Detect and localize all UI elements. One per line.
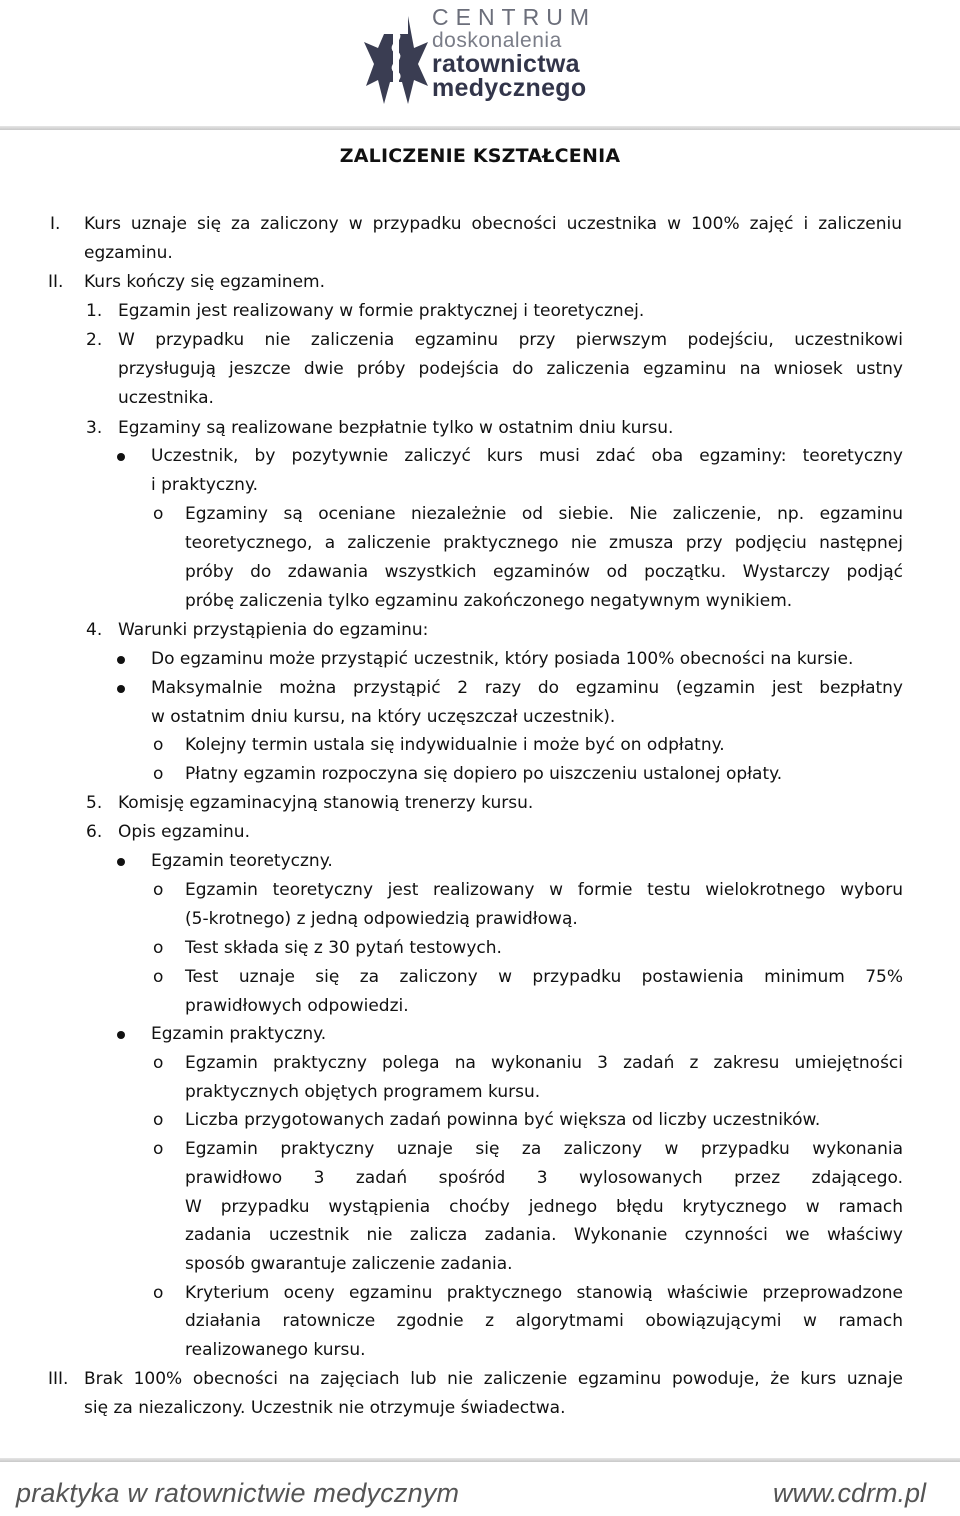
item-4-text: Warunki przystąpienia do egzaminu: <box>118 620 429 640</box>
item-3-text: Egzaminy są realizowane bezpłatnie tylko w ostatnim dniu kursu. <box>118 418 674 438</box>
item-6-tsub1-line2: (5-krotnego) z jedną odpowiedzią prawidłową. <box>185 909 578 929</box>
item-3-sub-line2: teoretycznego, a zaliczenie praktycznego nie zmusza przy podjęciu następnej <box>185 533 903 553</box>
header-divider <box>0 126 960 130</box>
item-6-bullet-practice: Egzamin praktyczny. <box>151 1024 327 1044</box>
section-marker-i: I. <box>50 214 61 234</box>
item-4-bullet2-line1: Maksymalnie można przystąpić 2 razy do egzaminu (egzamin jest bezpłatny <box>151 678 903 698</box>
sub-marker-o: o <box>153 1053 164 1073</box>
item-3-bullet-line1: Uczestnik, by pozytywnie zaliczyć kurs musi zdać oba egzaminy: teoretyczny <box>151 446 903 466</box>
item-6-psub4-line2: działania ratownicze zgodnie z algorytmami obowiązującymi w ramach <box>185 1311 903 1331</box>
item-6-psub4-line1: Kryterium oceny egzaminu praktycznego stanowią właściwie przeprowadzone <box>185 1283 903 1303</box>
item-2-line2: przysługują jeszcze dwie próby podejścia do zaliczenia egzaminu na wniosek ustny <box>118 359 903 379</box>
item-6-bullet-theory: Egzamin teoretyczny. <box>151 851 333 871</box>
bullet-dot <box>117 685 125 693</box>
section-marker-iii: III. <box>48 1369 69 1389</box>
item-marker-3: 3. <box>86 418 103 438</box>
star-of-life-caduceus-icon <box>362 8 430 108</box>
logo-line-doskonalenia: doskonalenia <box>432 29 562 52</box>
item-6-tsub2: Test składa się z 30 pytań testowych. <box>185 938 502 958</box>
item-5-text: Komisję egzaminacyjną stanowią trenerzy kursu. <box>118 793 534 813</box>
item-2-line3: uczestnika. <box>118 388 214 408</box>
sub-marker-o: o <box>153 1283 164 1303</box>
item-marker-1: 1. <box>86 301 103 321</box>
item-marker-5: 5. <box>86 793 103 813</box>
item-6-tsub3-line2: prawidłowych odpowiedzi. <box>185 996 409 1016</box>
item-1-text: Egzamin jest realizowany w formie praktycznej i teoretycznej. <box>118 301 645 321</box>
item-6-psub3-line5: sposób gwarantuje zaliczenie zadania. <box>185 1254 513 1274</box>
sub-marker-o: o <box>153 967 164 987</box>
item-6-psub2: Liczba przygotowanych zadań powinna być większa od liczby uczestników. <box>185 1110 821 1130</box>
item-6-tsub3-line1: Test uznaje się za zaliczony w przypadku postawienia minimum 75% <box>185 967 903 987</box>
logo-line-centrum: CENTRUM <box>432 4 596 30</box>
logo-line-medycznego: medycznego <box>432 74 587 102</box>
sub-marker-o: o <box>153 1110 164 1130</box>
item-marker-6: 6. <box>86 822 103 842</box>
item-6-psub1-line2: praktycznych objętych programem kursu. <box>185 1082 541 1102</box>
footer-divider <box>0 1458 960 1462</box>
item-6-psub3-line3: W przypadku wystąpienia choćby jednego błędu krytycznego w ramach <box>185 1197 903 1217</box>
item-3-sub-line1: Egzaminy są oceniane niezależnie od siebie. Nie zaliczenie, np. egzaminu <box>185 504 903 524</box>
section-i-line1: Kurs uznaje się za zaliczony w przypadku obecności uczestnika w 100% zajęć i zaliczeniu <box>84 214 902 234</box>
bullet-dot <box>117 1031 125 1039</box>
bullet-dot <box>117 656 125 664</box>
sub-marker-o: o <box>153 880 164 900</box>
section-ii-text: Kurs kończy się egzaminem. <box>84 272 325 292</box>
item-6-psub3-line1: Egzamin praktyczny uznaje się za zaliczony w przypadku wykonania <box>185 1139 903 1159</box>
section-iii-line1: Brak 100% obecności na zajęciach lub nie zaliczenie egzaminu powoduje, że kurs uznaje <box>84 1369 903 1389</box>
section-iii-line2: się za niezaliczony. Uczestnik nie otrzymuje świadectwa. <box>84 1398 566 1418</box>
bullet-dot <box>117 453 125 461</box>
item-3-bullet-line2: i praktyczny. <box>151 475 258 495</box>
sub-marker-o: o <box>153 1139 164 1159</box>
item-2-line1: W przypadku nie zaliczenia egzaminu przy pierwszym podejściu, uczestnikowi <box>118 330 903 350</box>
sub-marker-o: o <box>153 735 164 755</box>
item-3-sub-line4: próbę zaliczenia tylko egzaminu zakończonego negatywnym wynikiem. <box>185 591 793 611</box>
item-marker-4: 4. <box>86 620 103 640</box>
item-6-psub4-line3: realizowanego kursu. <box>185 1340 366 1360</box>
sub-marker-o: o <box>153 504 164 524</box>
item-6-tsub1-line1: Egzamin teoretyczny jest realizowany w formie testu wielokrotnego wyboru <box>185 880 903 900</box>
item-4-sub2: Płatny egzamin rozpoczyna się dopiero po uiszczeniu ustalonej opłaty. <box>185 764 783 784</box>
sub-marker-o: o <box>153 938 164 958</box>
item-3-sub-line3: próby do zdawania wszystkich egzaminów od początku. Wystarczy podjąć <box>185 562 903 582</box>
item-marker-2: 2. <box>86 330 103 350</box>
item-6-psub1-line1: Egzamin praktyczny polega na wykonaniu 3 zadań z zakresu umiejętności <box>185 1053 903 1073</box>
document-title: ZALICZENIE KSZTAŁCENIA <box>339 145 621 167</box>
item-6-text: Opis egzaminu. <box>118 822 250 842</box>
item-4-sub1: Kolejny termin ustala się indywidualnie i może być on odpłatny. <box>185 735 725 755</box>
item-4-bullet2-line2: w ostatnim dniu kursu, na który uczęszczał uczestnik). <box>151 707 616 727</box>
logo-line-ratownictwa: ratownictwa <box>432 50 580 78</box>
section-marker-ii: II. <box>48 272 64 292</box>
bullet-dot <box>117 858 125 866</box>
item-6-psub3-line2: prawidłowo 3 zadań spośród 3 wylosowanych przez zdającego. <box>185 1168 903 1188</box>
section-i-line2: egzaminu. <box>84 243 173 263</box>
footer-tagline: praktyka w ratownictwie medycznym <box>16 1478 460 1508</box>
sub-marker-o: o <box>153 764 164 784</box>
item-6-psub3-line4: zadania uczestnik nie zalicza zadania. Wykonanie czynności we właściwy <box>185 1225 903 1245</box>
footer-website-link[interactable]: www.cdrm.pl <box>772 1478 926 1508</box>
item-4-bullet1: Do egzaminu może przystąpić uczestnik, który posiada 100% obecności na kursie. <box>151 649 854 669</box>
logo <box>360 2 600 112</box>
